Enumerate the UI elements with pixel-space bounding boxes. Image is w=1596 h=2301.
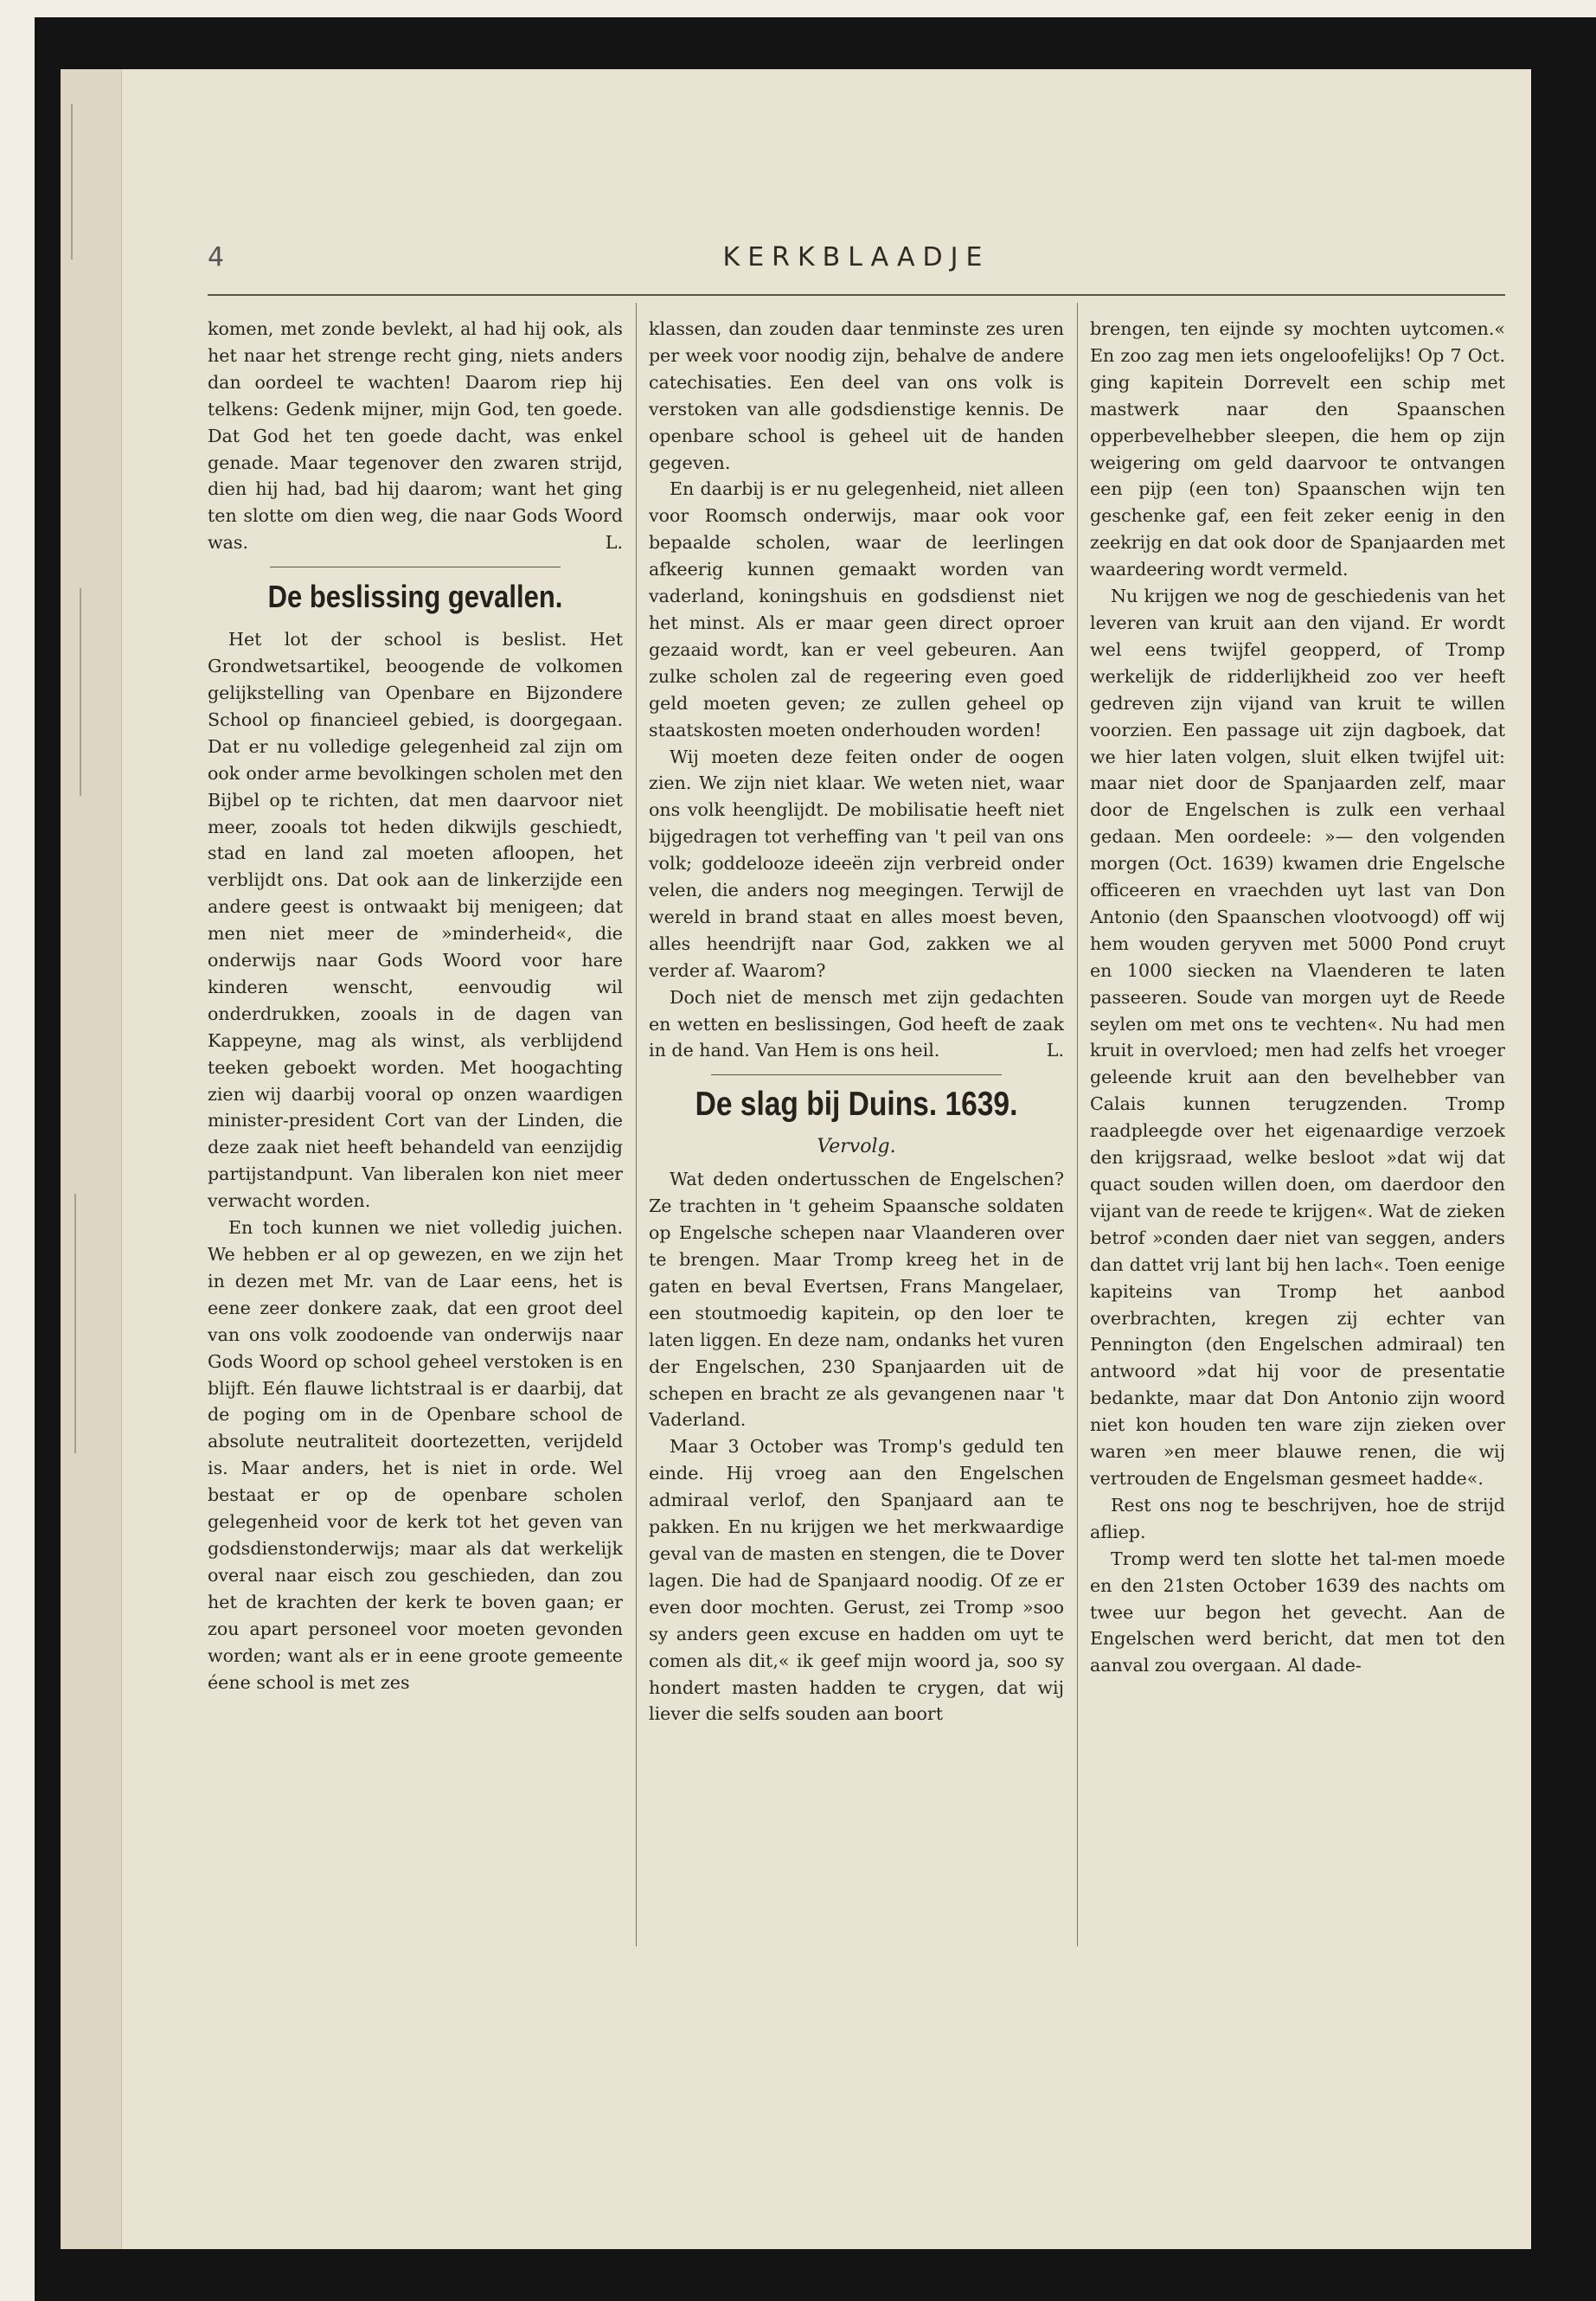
section-divider — [711, 1074, 1002, 1075]
column-divider — [636, 303, 637, 1946]
author-signature: L. — [605, 532, 623, 554]
page-title: KERKBLAADJE — [722, 242, 990, 272]
newspaper-page — [61, 69, 1531, 2249]
paragraph — [649, 984, 1064, 1065]
paragraph: Rest ons nog te beschrijven, hoe de strijd afliep. — [1090, 1494, 1505, 1542]
article-subtitle: Vervolg. — [817, 1136, 896, 1158]
header-rule — [208, 294, 1505, 296]
column-3 — [1090, 316, 1505, 1942]
paragraph: Het lot der school is beslist. Het Grondwetsartikel, beoogende de volkomen gelijkstelling van Openbare en Bijzondere School op financieel gebied, is doorgegaan. Dat er nu volledige gelegenheid zal zijn om ook onder arme bevolkingen scholen met den Bijbel op te richten, dat men daarvoor niet meer, zooals tot heden dikwijls geschiedt, stad en land zal moeten afloopen, het verblijdt ons. Dat ook aan de linkerzijde een andere geest is ontwaakt bij menigeen; dat men niet meer de »minderheid«, die onderwijs naar Gods Woord voor hare kinderen wenscht, eenvoudig wil onderdrukken, zooals in de dagen van Kappeyne, mag als winst, als verblijdend teeken geboekt worden. Met hoogachting zien wij daarbij vooral op onzen waardigen minister-president Cort van der Linden, die deze zaak niet heeft behandeld van eenzijdig partijstandpunt. Van liberalen kon niet meer verwacht worden. — [208, 629, 623, 1212]
paragraph: klassen, dan zouden daar tenminste zes uren per week voor noodig zijn, behalve de andere catechisaties. Een deel van ons volk is verstoken van alle godsdienstige kennis. De openbare school is geheel uit de handen gegeven. — [649, 318, 1064, 473]
paragraph: Wat deden ondertusschen de Engelschen? Ze trachten in 't geheim Spaansche soldaten op Engelsche schepen naar Vlaanderen over te brengen. Maar Tromp kreeg het in de gaten en beval Evertsen, Frans Mangelaer, een stoutmoedig kapitein, op den loer te laten liggen. En deze nam, ondanks het vuren der Engelschen, 230 Spanjaarden uit de schepen en bracht ze als gevangenen naar 't Vaderland. — [649, 1169, 1064, 1431]
column-divider — [1077, 303, 1078, 1946]
page-binding — [61, 69, 122, 2249]
page-header — [208, 242, 1505, 285]
article-title: De slag bij Duins. 1639. — [695, 1086, 1018, 1124]
paragraph: Tromp werd ten slotte het tal-men moede en den 21sten October 1639 des nachts om twee uur begon het gevecht. Aan de Engelschen werd bericht, dat men tot den aanval zou overgaan. Al dade- — [1090, 1548, 1505, 1676]
paragraph: Maar 3 October was Tromp's geduld ten einde. Hij vroeg aan den Engelschen admiraal verlof, den Spanjaard aan te pakken. En nu krijgen we het merkwaardige geval van de masten en stengen, die te Dover lagen. Die had de Spanjaard noodig. Of ze er even door mochten. Gerust, zei Tromp »soo sy anders geen excuse en hadden om uyt te comen als dit,« ik geef mijn woord ja, soo sy hondert masten hadden te crygen, dat wij liever die selfs souden aan boort — [649, 1436, 1064, 1725]
page-number: 4 — [208, 242, 225, 272]
paragraph: En toch kunnen we niet volledig juichen. We hebben er al op gewezen, en we zijn het in dezen met Mr. van de Laar eens, het is eene zeer donkere zaak, dat een groot deel van ons volk zoodoende van onderwijs naar Gods Woord op school geheel verstoken is en blijft. Eén flauwe lichtstraal is er daarbij, dat de poging om in de Openbare school de absolute neutraliteit doortezetten, verijdeld is. Maar anders, het is niet in orde. Wel bestaat er op de openbare scholen gelegenheid voor de kerk tot het geven van godsdienstonderwijs; maar als dat werkelijk overal naar eisch zou geschieden, dan zou het de krachten der kerk te boven gaan; er zou apart personeel voor moeten gevonden worden; want als er in eene groote gemeente éene school is met zes — [208, 1217, 623, 1693]
paragraph: En daarbij is er nu gelegenheid, niet alleen voor Roomsch onderwijs, maar ook voor bepaalde scholen, waar de leerlingen afkeerig kunnen gemaakt worden van vaderland, koningshuis en godsdienst niet het minst. Als er maar geen direct oproer gezaaid wordt, kan er veel gebeuren. Aan zulke scholen zal de regeering even goed geld moeten geven; ze zullen geheel op staatskosten moeten onderhouden worden! — [649, 478, 1064, 740]
paragraph: brengen, ten eijnde sy mochten uytcomen.« En zoo zag men iets ongeloofelijks! Op 7 Oct. ging kapitein Dorrevelt een schip met mastwerk naar den Spaanschen opperbevelhebber sleepen, die hem op zijn weigering om geld daarvoor te ontvangen een pijp (een ton) Spaanschen wijn ten geschenke gaf, een feit zeker eenig in den zeekrijg en dat ook door de Spanjaarden met waardeering wordt vermeld. — [1090, 318, 1505, 580]
column-1 — [208, 316, 623, 1942]
column-2 — [649, 316, 1064, 1942]
paragraph-text: komen, met zonde bevlekt, al had hij ook, als het naar het strenge recht ging, niets anders dan oordeel te wachten! Daarom riep hij telkens: Gedenk mijner, mijn God, ten goede. Dat God het ten goede dacht, was enkel genade. Maar tegenover den zwaren strijd, dien hij had, bad hij daarom; want het ging ten slotte om dien weg, die naar Gods Woord was. — [208, 318, 623, 554]
article-title: De beslissing gevallen. — [267, 579, 563, 615]
author-signature: L. — [1046, 1040, 1064, 1061]
paragraph-text: Doch niet de mensch met zijn gedachten en wetten en beslissingen, God heeft de zaak in de hand. Van Hem is ons heil. — [649, 986, 1064, 1061]
page-content — [208, 69, 1505, 2249]
article-continuation — [208, 316, 623, 556]
paragraph: Nu krijgen we nog de geschiedenis van het leveren van kruit aan den vijand. Er wordt wel eens twijfel geopperd, of Tromp werkelijk de ridderlijkheid zoo ver heeft gedreven zijn vijand van kruit te willen voorzien. Een passage uit zijn dagboek, dat we hier laten volgen, sluit elken twijfel uit: maar niet door de Spanjaarden zelf, maar door de Engelschen is zulk een verhaal gedaan. Men oordeele: »— den volgenden morgen (Oct. 1639) kwamen drie Engelsche officeeren en vraechden uyt last van Don Antonio (den Spaanschen vlootvoogd) off wij hem wouden geryven met 5000 Pond cruyt en 1000 siecken na Vlaenderen te laten passeeren. Soude van morgen uyt de Reede seylen om met ons te vechten«. Nu had men kruit in overvloed; men had zelfs het vroeger geleende kruit aan den bevelhebber van Calais kunnen terugzenden. Tromp raadpleegde over het eigenaardige verzoek den krijgsraad, welke besloot »dat wij dat quact souden willen doen, om daerdoor den vijant van de reede te krijgen«. Wat de zieken betrof »conden daer niet van seggen, anders dan dattet vrij lant bij hen lach«. Toen eenige kapiteins van Tromp het aanbod overbrachten, kregen zij echter van Pennington (den Engelschen admiraal) ten antwoord »dat hij voor de presentatie bedankte, maar dat Don Antonio zijn woord niet kon houden ten ware zijn zieken over waren »en meer blauwe renen, die wij vertrouden de Engelsman gesmeet hadde«. — [1090, 586, 1505, 1489]
paragraph: Wij moeten deze feiten onder de oogen zien. We zijn niet klaar. We weten niet, waar ons volk heenglijdt. De mobilisatie heeft niet bijgedragen tot verheffing van 't peil van ons volk; goddelooze ideeën zijn verbreid onder velen, die anders nog meegingen. Terwijl de wereld in brand staat en alles moest beven, alles heendrijft naar God, zakken we al verder af. Waarom? — [649, 746, 1064, 981]
